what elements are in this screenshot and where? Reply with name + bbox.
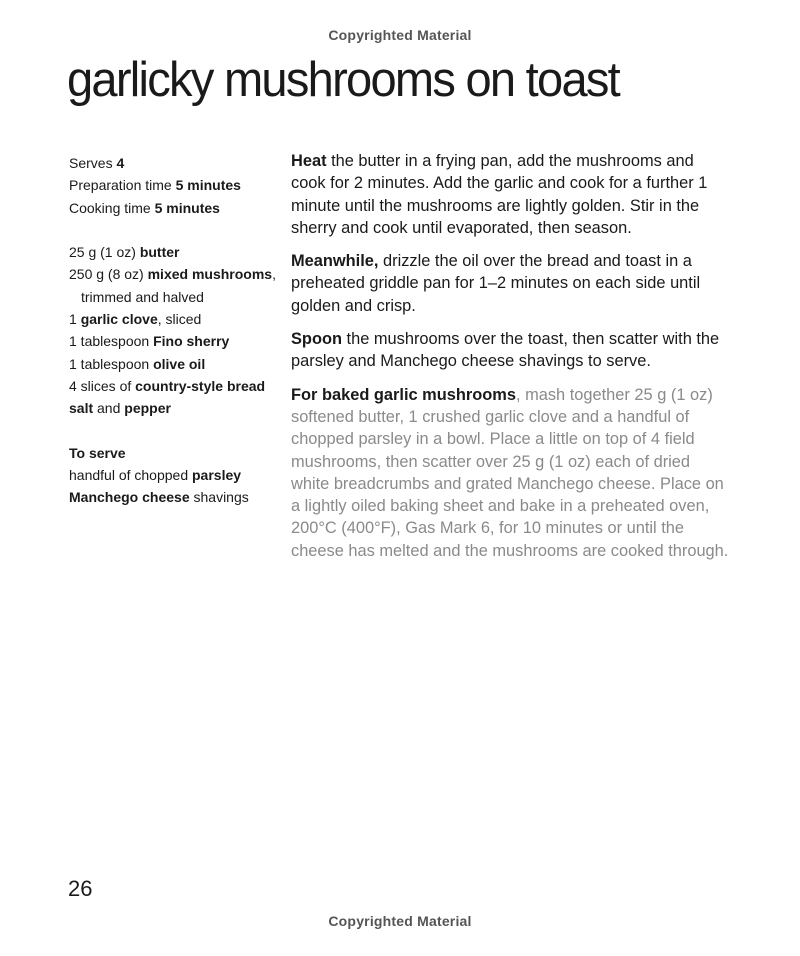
ingredient-text: 1 tablespoon (69, 355, 154, 372)
method-step-lead: Heat (291, 152, 327, 170)
ingredient-line (69, 330, 284, 352)
cook-time-line (69, 197, 284, 219)
method-step-lead: Meanwhile, (291, 252, 379, 271)
ingredient-text: 1 (69, 311, 81, 328)
ingredient-line (69, 286, 284, 308)
method-step (291, 250, 731, 317)
serves-label: Serves (69, 155, 117, 171)
spacer (69, 219, 284, 241)
serve-item-name: Manchego cheese (69, 489, 190, 506)
prep-time-label: Preparation time (69, 177, 176, 194)
ingredient-text: , sliced (157, 311, 202, 328)
page-number: 26 (68, 876, 93, 901)
recipe-sidebar (69, 152, 284, 509)
ingredient-name: olive oil (153, 355, 206, 372)
watermark-top: Copyrighted Material (328, 27, 472, 43)
ingredient-text: 4 slices of (69, 377, 136, 394)
ingredient-line (69, 241, 284, 263)
cook-time-label: Cooking time (69, 199, 155, 216)
ingredient-name: garlic clove (80, 311, 158, 328)
to-serve-heading-text: To serve (69, 444, 126, 461)
ingredient-line (69, 263, 284, 285)
ingredient-line (69, 353, 284, 375)
serve-item-text: shavings (189, 489, 249, 506)
spacer (69, 420, 284, 442)
ingredient-name: Fino sherry (153, 333, 230, 350)
ingredient-name: country-style bread (135, 377, 266, 394)
ingredient-line (69, 308, 284, 330)
method-step-text: the butter in a frying pan, add the mushrooms and cook for 2 minutes. Add the garlic and cook for a further 1 minute until the mushrooms are lightly golden. Stir in the sherry and cook until evaporated, then season. (291, 152, 708, 237)
serve-item-line (69, 486, 284, 508)
prep-time-line (69, 174, 284, 196)
variation-lead: For baked garlic mushrooms (291, 385, 516, 404)
ingredient-name: pepper (124, 400, 171, 417)
serves-value: 4 (116, 155, 125, 171)
ingredient-text: 250 g (8 oz) (69, 266, 148, 283)
ingredient-name: butter (139, 244, 180, 261)
ingredient-text: 25 g (1 oz) (69, 244, 140, 261)
ingredient-name: mixed mushrooms (147, 266, 273, 283)
serve-item-text: handful of chopped (69, 467, 192, 484)
method-step-text: the mushrooms over the toast, then scatter with the parsley and Manchego cheese shavings to serve. (291, 330, 720, 371)
serve-item-name: parsley (192, 467, 242, 484)
ingredient-text: trimmed and halved (81, 288, 204, 305)
watermark-bottom: Copyrighted Material (328, 913, 472, 929)
method-column (291, 150, 731, 573)
cook-time-value: 5 minutes (154, 199, 220, 216)
ingredient-text: and (93, 400, 125, 417)
method-step-text: drizzle the oil over the bread and toast in a preheated griddle pan for 1–2 minutes on each side until golden and crisp. (291, 252, 701, 315)
variation-text: , mash together 25 g (1 oz) softened butter, 1 crushed garlic clove and a handful of chopped parsley in a bowl. Place a little on top of 4 field mushrooms, then scatter over 25 g (1 oz) each of dried white breadcrumbs and grated Manchego cheese. Place on a lightly oiled baking sheet and bake in a preheated oven, 200°C (400°F), Gas Mark 6, for 10 minutes or until the cheese has melted and the mushrooms are cooked through. (291, 385, 729, 560)
variation-paragraph (291, 384, 731, 562)
prep-time-value: 5 minutes (175, 177, 241, 194)
recipe-title: garlicky mushrooms on toast (67, 53, 620, 107)
method-step-lead: Spoon (291, 330, 342, 349)
serve-item-line (69, 464, 284, 486)
ingredient-text: , (272, 266, 276, 283)
method-step (291, 328, 731, 373)
serves-line (69, 152, 284, 174)
ingredient-name: salt (69, 400, 94, 417)
ingredient-line (69, 375, 284, 397)
method-step (291, 150, 731, 239)
ingredient-line (69, 397, 284, 419)
to-serve-heading (69, 442, 284, 464)
ingredient-text: 1 tablespoon (69, 333, 154, 350)
